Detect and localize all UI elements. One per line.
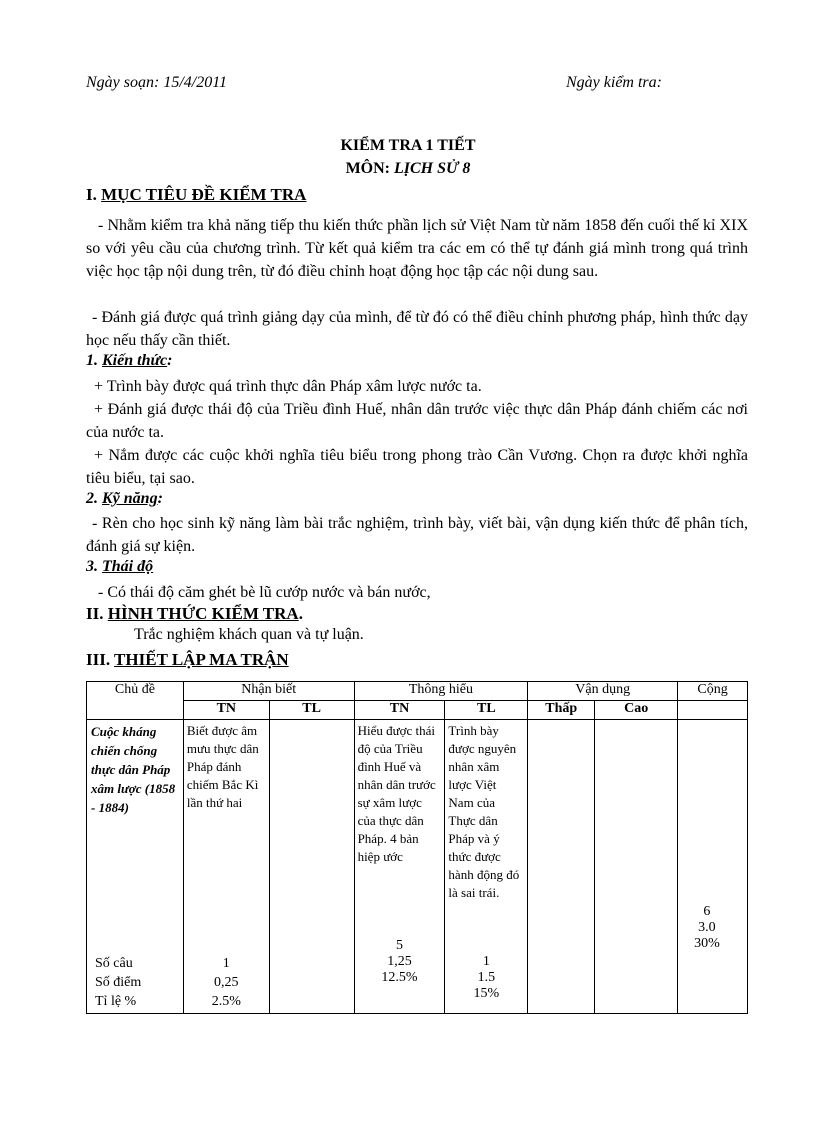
section-1-num: I. (86, 185, 102, 204)
subject-prefix: MÔN: (345, 160, 394, 177)
exam-format-text: Trắc nghiệm khách quan và tự luận. (134, 626, 364, 643)
section-3-num: III. (86, 650, 115, 669)
knowledge-item-2: + Đánh giá được thái độ của Triều đình Huế, nhân dân trước việc thực dân Pháp đánh chiếm các nơi của nước ta. (86, 401, 748, 441)
header-apply-low: Thấp (528, 701, 595, 720)
recognize-tn-count: 1 (222, 956, 230, 971)
understand-tn-text: Hiểu được thái độ của Triều đình Huế và nhân dân trước sự xâm lược của thực dân Pháp. 4 bản hiệp ước (357, 723, 436, 864)
section-2-num: II. (86, 604, 108, 623)
understand-tl-count: 1 (482, 954, 490, 969)
skills-text: - Rèn cho học sinh kỹ năng làm bài trắc nghiệm, trình bày, viết bài, vận dụng kiến thức để phân tích, đánh giá sự kiện. (86, 515, 748, 555)
understand-tn-score: 1,25 (387, 954, 412, 969)
label-count: Số câu (95, 956, 133, 971)
prep-date: Ngày soạn: 15/4/2011 (86, 74, 228, 91)
total-score: 3.0 (698, 920, 716, 935)
section-2-heading (86, 604, 303, 624)
topic-cell (87, 720, 184, 1014)
understand-tl-cell (445, 720, 528, 1014)
total-count: 6 (703, 904, 711, 919)
header-understand-tl: TL (445, 701, 528, 720)
skills-title: Kỹ năng (102, 490, 158, 507)
attitude-title: Thái độ (102, 558, 154, 575)
exam-date: Ngày kiểm tra: (566, 74, 662, 91)
header-total-empty (678, 701, 748, 720)
understand-tn-values (355, 938, 445, 986)
subject-name: LỊCH SỬ 8 (394, 160, 471, 177)
header-topic: Chủ đề (87, 682, 184, 720)
attitude-text: - Có thái độ căm ghét bè lũ cướp nước và bán nước, (98, 584, 431, 601)
section-3-title: THIẾT LẬP MA TRẬN (114, 650, 289, 669)
attitude-num: 3. (86, 558, 102, 575)
recognize-tn-score: 0,25 (214, 975, 239, 990)
label-score: Số điểm (95, 975, 142, 990)
understand-tn-cell (354, 720, 445, 1014)
header-understand: Thông hiểu (354, 682, 528, 701)
section-2-dot: . (298, 604, 303, 623)
header-recognize: Nhận biết (183, 682, 354, 701)
attitude-heading (86, 558, 153, 576)
recognize-tn-percent: 2.5% (211, 994, 241, 1009)
recognize-tl-cell (269, 720, 354, 1014)
section-2-title: HÌNH THỨC KIỂM TRA (107, 604, 299, 623)
understand-tl-text: Trình bày được nguyên nhân xâm lược Việt Nam của Thực dân Pháp và ý thức được hành động đó là sai trái. (448, 723, 520, 900)
section-3-heading (86, 650, 289, 670)
topic-text: Cuộc kháng chiến chống thực dân Pháp xâm lược (1858 - 1884) (91, 724, 176, 815)
header-understand-tn: TN (354, 701, 445, 720)
knowledge-heading (86, 352, 172, 370)
total-cell (678, 720, 748, 1014)
skills-heading (86, 490, 163, 508)
label-percent: Tỉ lệ % (95, 994, 137, 1009)
section-1-title: MỤC TIÊU ĐỀ KIỂM TRA (101, 185, 307, 204)
apply-high-cell (595, 720, 678, 1014)
knowledge-colon: : (167, 352, 173, 369)
recognize-tn-values (184, 954, 269, 1011)
total-values (694, 904, 720, 952)
understand-tl-percent: 15% (473, 986, 500, 1001)
section-1-heading (86, 185, 306, 205)
recognize-tn-cell (183, 720, 269, 1014)
skills-num: 2. (86, 490, 102, 507)
understand-tl-values (445, 954, 527, 1002)
skills-colon: : (157, 490, 163, 507)
understand-tl-score: 1.5 (477, 970, 496, 985)
header-recognize-tl: TL (269, 701, 354, 720)
total-percent: 30% (694, 936, 720, 951)
knowledge-item-1: + Trình bày được quá trình thực dân Pháp xâm lược nước ta. (94, 378, 482, 395)
row-labels (95, 954, 141, 1011)
header-apply: Vận dụng (528, 682, 678, 701)
understand-tn-count: 5 (395, 938, 403, 953)
header-recognize-tn: TN (183, 701, 269, 720)
knowledge-title: Kiến thức (102, 352, 168, 369)
knowledge-item-3: + Nắm được các cuộc khởi nghĩa tiêu biểu trong phong trào Cần Vương. Chọn ra được khởi nghĩa tiêu biểu, tại sao. (86, 447, 748, 487)
header-total: Cộng (678, 682, 748, 701)
assessment-matrix-table (86, 681, 748, 1014)
apply-low-cell (528, 720, 595, 1014)
header-apply-high: Cao (595, 701, 678, 720)
knowledge-num: 1. (86, 352, 102, 369)
subject-line (0, 160, 816, 178)
recognize-tn-text: Biết được âm mưu thực dân Pháp đánh chiếm Bắc Kì lần thứ hai (186, 723, 259, 810)
understand-tn-percent: 12.5% (381, 970, 418, 985)
exam-title: KIỂM TRA 1 TIẾT (340, 137, 476, 154)
objective-para-1: - Nhằm kiểm tra khả năng tiếp thu kiến thức phần lịch sử Việt Nam từ năm 1858 đến cuối thế kỉ XIX so với yêu cầu của chương trình. Từ kết quả kiểm tra các em có thể tự đánh giá mình trong quá trình việc học tập nội dung trên, từ đó điều chỉnh hoạt động học tập các nội dung sau. (86, 217, 748, 280)
objective-para-2: - Đánh giá được quá trình giảng dạy của mình, để từ đó có thể điều chỉnh phương pháp, hình thức dạy học nếu thấy cần thiết. (86, 309, 748, 349)
